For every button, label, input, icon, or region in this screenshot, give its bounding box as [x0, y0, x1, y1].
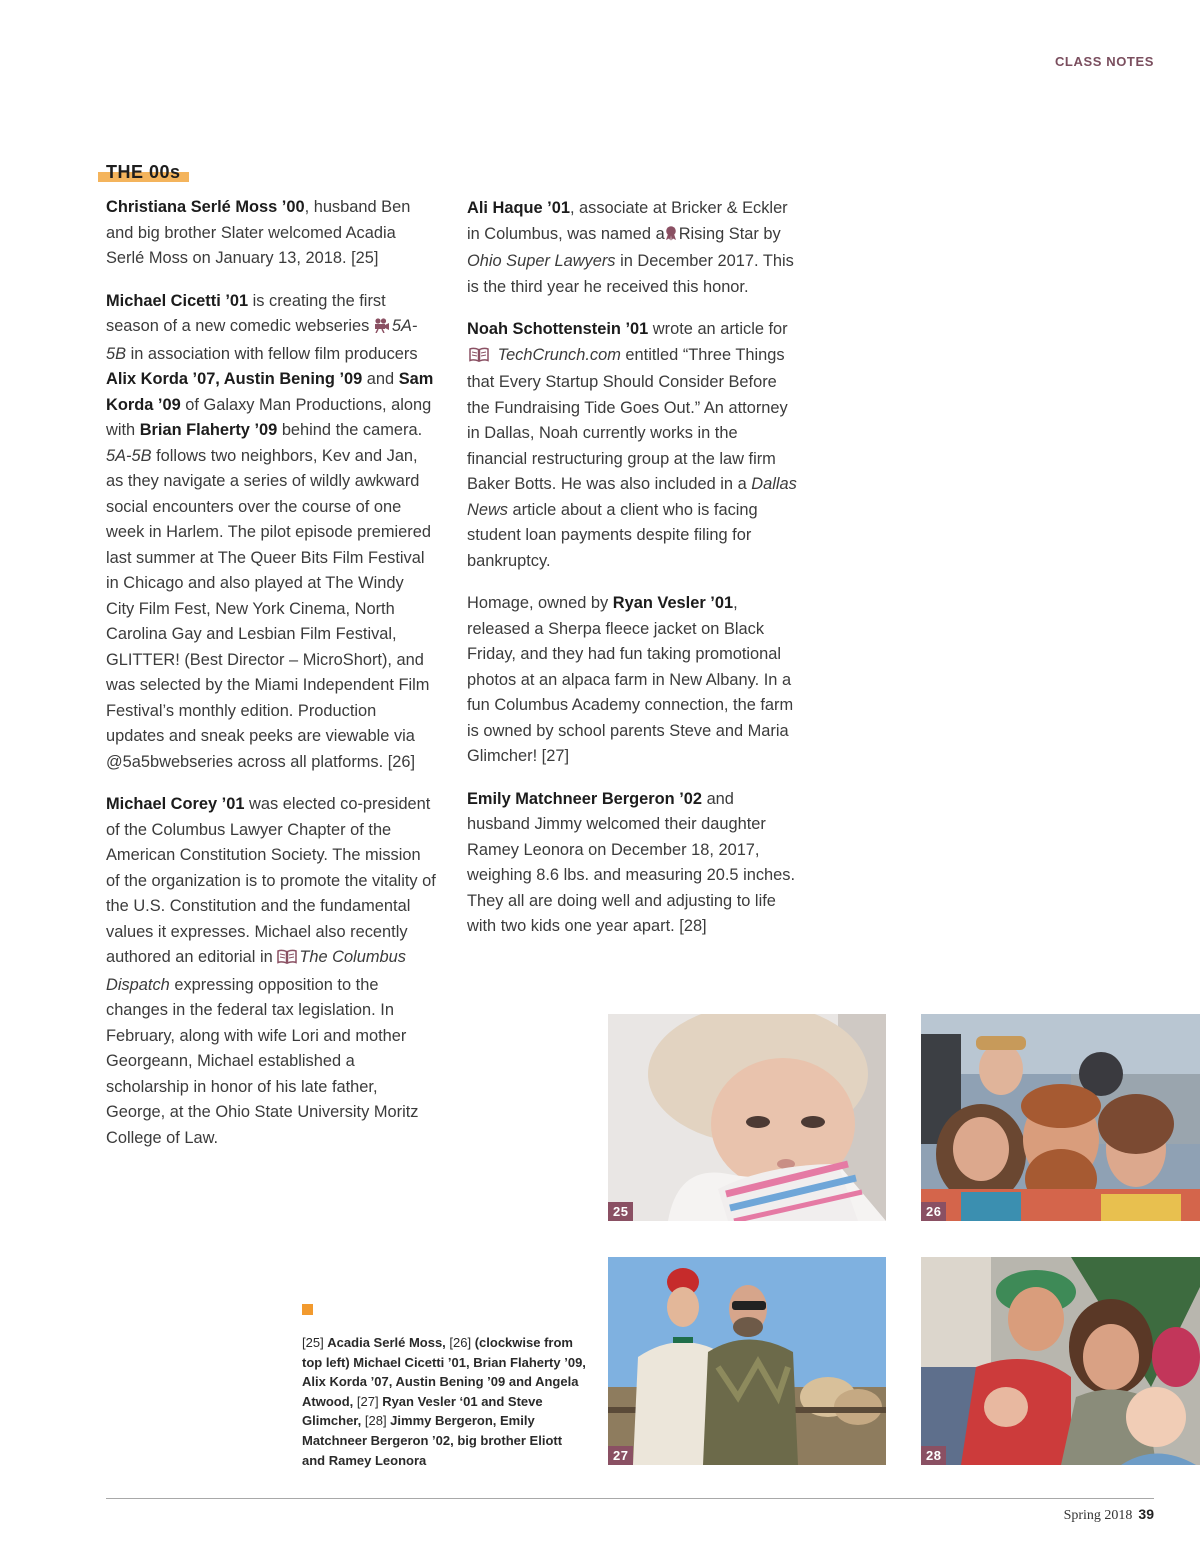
note-text: follows two neighbors, Kev and Jan, as they navigate a series of wildly awkward social encounters over the course of one week in Harlem. The pilot episode premiered last summer at The Queer Bits Film Festival in Chicago and also played at The Windy City Film Fest, New York Cinema, North Carolina Gay and Lesbian Film Festival, GLITTER! (Best Director – MicroShort), and was selected by the Miami Independent Film Festival’s monthly edition. Production updates and sneak peeks are viewable via @5a5bwebseries across all platforms. [26]: [106, 446, 431, 771]
alumni-name: Brian Flaherty ’09: [139, 421, 278, 439]
caption-text: (clockwise from top left) Michael Cicetti ’01, Brian Flaherty ’09, Alix Korda ’07, Austin Bening ’09 and Angela Atwood,: [302, 1335, 586, 1409]
photo-28-family: [921, 1257, 1200, 1465]
section-title: THE 00s: [98, 160, 189, 183]
photo-number-badge: 26: [921, 1202, 946, 1221]
photo-number-badge: 27: [608, 1446, 633, 1465]
film-camera-icon: [374, 316, 390, 342]
note-text: entitled “Three Things that Every Startup Should Consider Before the Fundraising Tide Goes Out.” An attorney in Dallas, Noah currently works in the financial restructuring group at the law firm Baker Botts. He was also included in a: [467, 345, 788, 493]
alumni-name: Alix Korda ’07, Austin Bening ’09: [106, 370, 363, 388]
alumni-name: Ali Haque ’01: [467, 199, 570, 217]
note-text: was elected co-president of the Columbus Lawyer Chapter of the American Constitution Society. The mission of the organization is to promote the vitality of the U.S. Constitution and the fundamental values it expresses. Michael also recently authored an editorial in: [106, 795, 436, 966]
caption-text: Acadia Serlé Moss,: [327, 1335, 450, 1350]
note-text: and: [362, 370, 399, 388]
note-text: is creating the first season of a new comedic webseries: [106, 291, 386, 335]
note-text: of Galaxy Man Productions, along with: [106, 395, 432, 439]
alumni-name: Emily Matchneer Bergeron ’02: [467, 789, 703, 808]
page-number: 39: [1138, 1506, 1154, 1522]
alumni-name: Christiana Serlé Moss ’00: [106, 198, 305, 216]
caption-ref: [26]: [449, 1335, 475, 1350]
note-text: , husband Ben and big brother Slater welcomed Acadia Serlé Moss on January 13, 2018. [25]: [106, 198, 411, 267]
alumni-name: Sam Korda ’09: [106, 370, 434, 414]
note-text: in December 2017. This is the third year he received this honor.: [467, 252, 794, 296]
newspaper-icon: [277, 947, 297, 973]
class-note-moss: [106, 195, 436, 272]
footer-divider: [106, 1498, 1154, 1499]
alumni-name: Michael Cicetti ’01: [106, 291, 249, 310]
class-note-cicetti: [106, 289, 436, 776]
caption-marker: [302, 1304, 313, 1315]
caption-ref: [25]: [302, 1335, 328, 1350]
class-note-haque: [467, 196, 797, 300]
alumni-name: Michael Corey ’01: [106, 795, 245, 813]
alumni-name: Noah Schottenstein ’01: [467, 320, 649, 338]
photo-26-group-selfie: [921, 1014, 1200, 1221]
caption-ref: [27]: [356, 1393, 383, 1409]
issue-label: Spring 2018: [1063, 1508, 1133, 1523]
publication-title: The Columbus Dispatch: [106, 948, 406, 994]
note-text: , released a Sherpa fleece jacket on Black Friday, and they had fun taking promotional photos at an alpaca farm in New Albany. In a fun Columbus Academy connection, the farm is owned by school parents Steve and Maria Glimcher! [27]: [467, 594, 794, 765]
note-text: behind the camera.: [277, 421, 423, 439]
photo-25-newborn: [608, 1014, 886, 1221]
left-column: [106, 195, 436, 1168]
award-ribbon-icon: [665, 224, 677, 250]
class-note-vesler: [467, 591, 797, 770]
caption-text: Jimmy Bergeron, Emily Matchneer Bergeron ’02, big brother Eliott and Ramey Leonora: [302, 1413, 563, 1468]
publication-title: Ohio Super Lawyers: [467, 252, 616, 270]
publication-title: TechCrunch.com: [497, 345, 621, 364]
caption-ref: [28]: [364, 1413, 391, 1429]
webseries-title: 5A-5B: [106, 317, 418, 363]
webseries-title: 5A-5B: [106, 446, 152, 465]
publication-title: Dallas News: [467, 475, 797, 519]
note-text: Homage, owned by: [467, 594, 613, 612]
note-text: Rising Star by: [678, 224, 781, 243]
section-header-label: CLASS NOTES: [1054, 54, 1154, 69]
note-text: wrote an article for: [648, 320, 788, 338]
page-footer: [1064, 1506, 1154, 1524]
newspaper-icon: [467, 345, 491, 371]
note-text: expressing opposition to the changes in the federal tax legislation. In February, along with wife Lori and mother Georgeann, Michael established a scholarship in honor of his late father, George, at the Ohio State University Moritz College of Law.: [106, 975, 419, 1147]
photo-caption: [302, 1333, 587, 1470]
note-text: article about a client who is facing student loan payments despite filing for bankruptcy.: [467, 500, 758, 570]
photo-number-badge: 28: [921, 1446, 946, 1465]
caption-text: Ryan Vesler ‘01 and Steve Glimcher,: [302, 1393, 543, 1429]
photo-27-alpaca-farm: [608, 1257, 886, 1465]
class-note-bergeron: [467, 787, 797, 940]
note-text: and husband Jimmy welcomed their daughter Ramey Leonora on December 18, 2017, weighing 8.6 lbs. and measuring 20.5 inches. They all are doing well and adjusting to life with two kids one year apart. [28]: [467, 789, 796, 935]
note-text: , associate at Bricker & Eckler in Columbus, was named a: [467, 199, 788, 243]
class-note-schottenstein: [467, 317, 797, 574]
photo-number-badge: 25: [608, 1202, 633, 1221]
note-text: in association with fellow film producers: [126, 344, 418, 363]
class-note-corey: [106, 792, 436, 1151]
right-column: [467, 196, 797, 957]
alumni-name: Ryan Vesler ’01: [612, 594, 734, 612]
